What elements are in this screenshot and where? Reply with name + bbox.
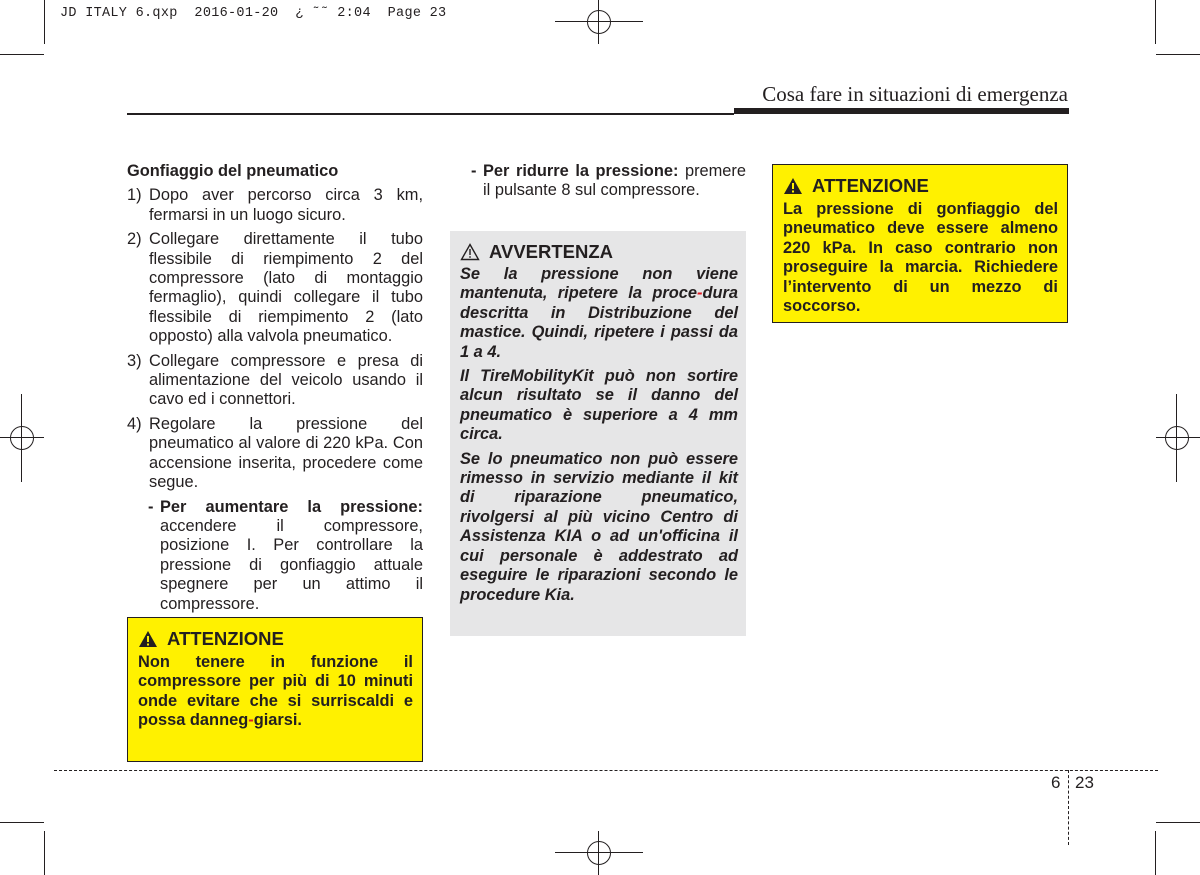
list-item bbox=[127, 186, 423, 225]
header-rule-thin bbox=[127, 113, 734, 115]
increase-pressure-item bbox=[148, 498, 423, 614]
header-rule-thick bbox=[734, 108, 1069, 114]
list-item bbox=[127, 230, 423, 346]
list-item bbox=[127, 415, 423, 493]
caution-title: ATTENZIONE bbox=[812, 175, 929, 196]
caution-box-left bbox=[127, 617, 423, 762]
page-number: 23 bbox=[1075, 773, 1094, 792]
left-column bbox=[127, 162, 423, 614]
step-text: Dopo aver percorso circa 3 km, fermarsi in un luogo sicuro. bbox=[149, 186, 423, 224]
step-text: Collegare compressore e presa di alimentazione del veicolo usando il cavo ed i connettori. bbox=[149, 351, 423, 409]
step-number: 2) bbox=[127, 230, 142, 249]
hyphen: - bbox=[697, 284, 703, 303]
chapter-number: 6 bbox=[1051, 773, 1061, 792]
increase-pressure-text: accendere il compressore, posizione I. Per controllare la pressione di gonfiaggio attuale spegnere per un attimo il compressore. bbox=[160, 516, 423, 613]
caution-box-right bbox=[772, 164, 1068, 323]
step-number: 3) bbox=[127, 351, 142, 370]
step-number: 4) bbox=[127, 414, 142, 433]
caution-title: ATTENZIONE bbox=[167, 628, 284, 649]
footer-rule bbox=[54, 770, 1158, 771]
print-slug: JD ITALY 6.qxp 2016-01-20 ¿ ˜˜ 2:04 Page 23 bbox=[60, 6, 447, 21]
decrease-pressure-text: premere il pulsante 8 sul compressore. bbox=[483, 162, 746, 200]
list-item bbox=[127, 352, 423, 410]
bullet-dash: - bbox=[148, 497, 154, 516]
warning-paragraph: Il TireMobilityKit può non sortire alcun risultato se il danno del pneumatico è superiore a 4 mm circa. bbox=[460, 367, 738, 444]
warning-box bbox=[450, 231, 746, 636]
footer-divider bbox=[1068, 770, 1069, 845]
warning-title: AVVERTENZA bbox=[489, 241, 614, 262]
warning-triangle-icon bbox=[138, 630, 158, 648]
warning-paragraph: Se lo pneumatico non può essere rimesso in servizio mediante il kit di riparazione pneumatico, rivolgersi al più vicino Centro di Assistenza KIA o ad un'officina il cui personale è addestrato ad eseguire le riparazioni secondo le procedure Kia. bbox=[460, 449, 738, 604]
step-text: Regolare la pressione del pneumatico al valore di 220 kPa. Con accensione inserita, procedere come segue. bbox=[149, 414, 423, 492]
decrease-pressure-lead: Per ridurre la pressione: bbox=[483, 162, 679, 180]
caution-body: Non tenere in funzione il compressore per più di 10 minuti onde evitare che si surriscaldi e possa danneg-giarsi. bbox=[138, 653, 413, 730]
hyphen: - bbox=[248, 711, 254, 730]
section-heading: Gonfiaggio del pneumatico bbox=[127, 162, 339, 180]
section-title: Cosa fare in situazioni di emergenza bbox=[762, 82, 1068, 106]
warning-triangle-icon bbox=[783, 177, 803, 195]
warning-paragraph: Se la pressione non viene mantenuta, ripetere la proce-dura descritta in Distribuzione del mastice. Quindi, ripetere i passi da 1 a 4. bbox=[460, 265, 738, 361]
increase-pressure-lead: Per aumentare la pressione: bbox=[160, 497, 423, 516]
decrease-pressure-item bbox=[471, 162, 746, 201]
caution-body: La pressione di gonfiaggio del pneumatico deve essere almeno 220 kPa. In caso contrario non proseguire la marcia. Richiedere l’intervento di un mezzo di soccorso. bbox=[783, 200, 1058, 316]
step-number: 1) bbox=[127, 186, 142, 205]
middle-column bbox=[450, 162, 746, 201]
step-text: Collegare direttamente il tubo flessibile di riempimento 2 del compressore (lato di montaggio fermaglio), quindi collegare il tubo flessibile di riempimento 2 (lato opposto) alla valvola pneumatico. bbox=[149, 230, 423, 346]
bullet-dash: - bbox=[471, 162, 477, 180]
warning-triangle-icon bbox=[460, 243, 480, 261]
